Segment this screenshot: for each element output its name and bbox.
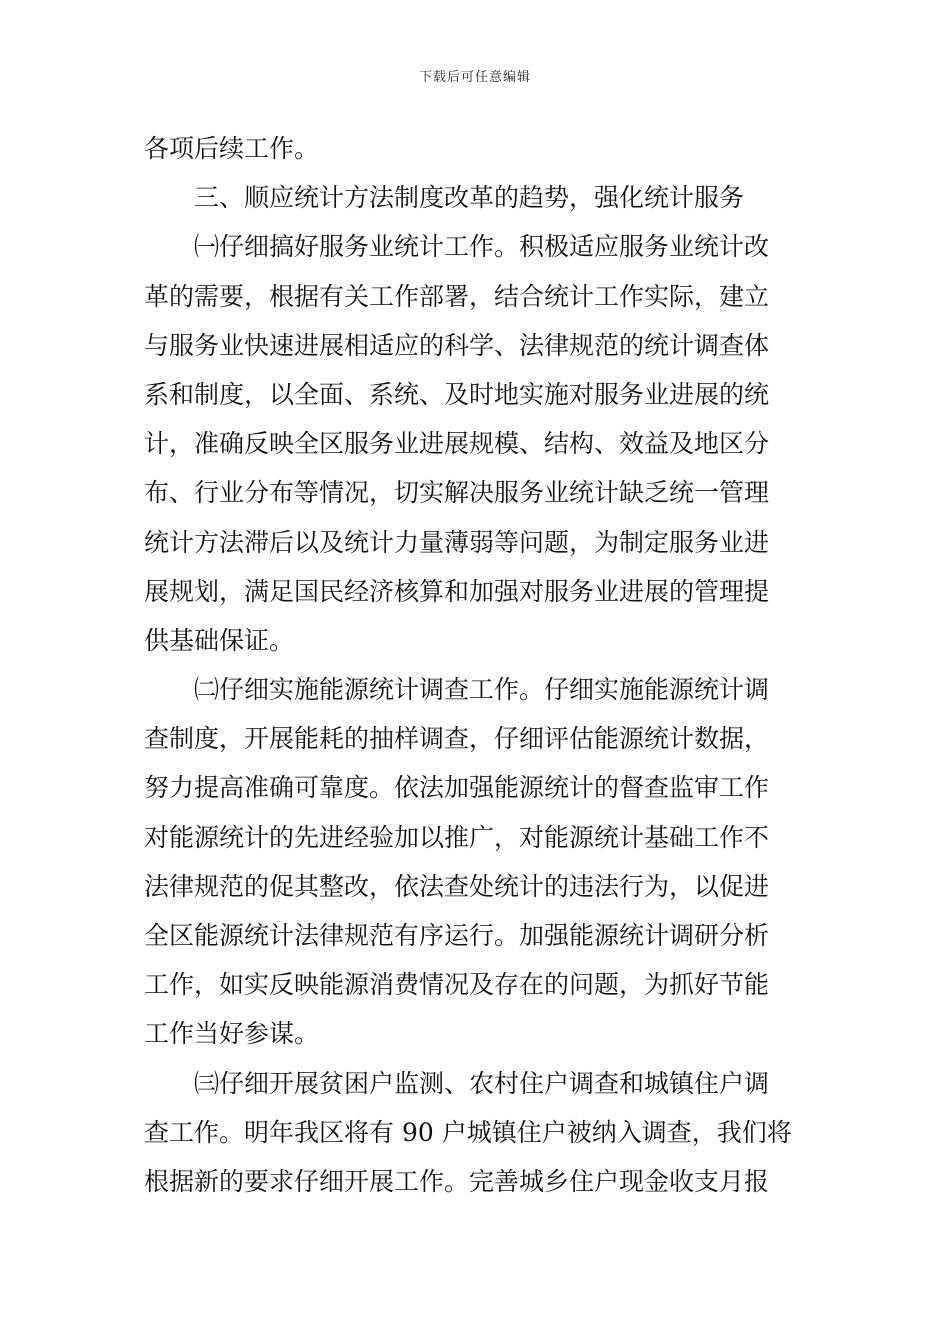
text-line: 努力提高准确可靠度。依法加强能源统计的督查监审工作 [144,773,770,803]
text-line: 查工作。明年我区将有 90 户城镇住户被纳入调查，我们将 [144,1117,792,1147]
text-line: 与服务业快速进展相适应的科学、法律规范的统计调查体 [144,330,770,360]
text-line: 供基础保证。 [144,625,295,655]
text-line: 统计方法滞后以及统计力量薄弱等问题，为制定服务业进 [144,527,770,557]
text-line: ㈡仔细实施能源统计调查工作。仔细实施能源统计调 [194,675,770,705]
text-line: 各项后续工作。 [144,134,320,163]
text-line: 工作当好参谋。 [144,1019,320,1049]
text-line: 法律规范的促其整改，依法查处统计的违法行为，以促进 [144,871,770,901]
text-line: 查制度，开展能耗的抽样调查，仔细评估能源统计数据， [144,724,770,754]
text-line: 系和制度，以全面、系统、及时地实施对服务业进展的统 [144,379,770,409]
text-line: 布、行业分布等情况，切实解决服务业统计缺乏统一管理 [144,478,770,508]
text-line: ㈢仔细开展贫困户监测、农村住户调查和城镇住户调 [194,1068,770,1098]
text-line: 对能源统计的先进经验加以推广，对能源统计基础工作不 [144,822,770,852]
text-line: 计，准确反映全区服务业进展规模、结构、效益及地区分 [144,429,770,459]
text-line: 革的需要，根据有关工作部署，结合统计工作实际，建立 [144,281,770,311]
text-line: 展规划，满足国民经济核算和加强对服务业进展的管理提 [144,576,770,606]
body-text [144,124,808,1206]
text-line: 全区能源统计法律规范有序运行。加强能源统计调研分析 [144,921,770,950]
text-line: 工作，如实反映能源消费情况及存在的问题，为抓好节能 [144,970,770,1000]
page-header: 下载后可任意编辑 [418,70,531,85]
text-line: 三、顺应统计方法制度改革的趋势，强化统计服务 [194,183,745,213]
text-line: 根据新的要求仔细开展工作。完善城乡住户现金收支月报 [144,1166,770,1196]
text-line: ㈠仔细搞好服务业统计工作。积极适应服务业统计改 [194,232,770,262]
